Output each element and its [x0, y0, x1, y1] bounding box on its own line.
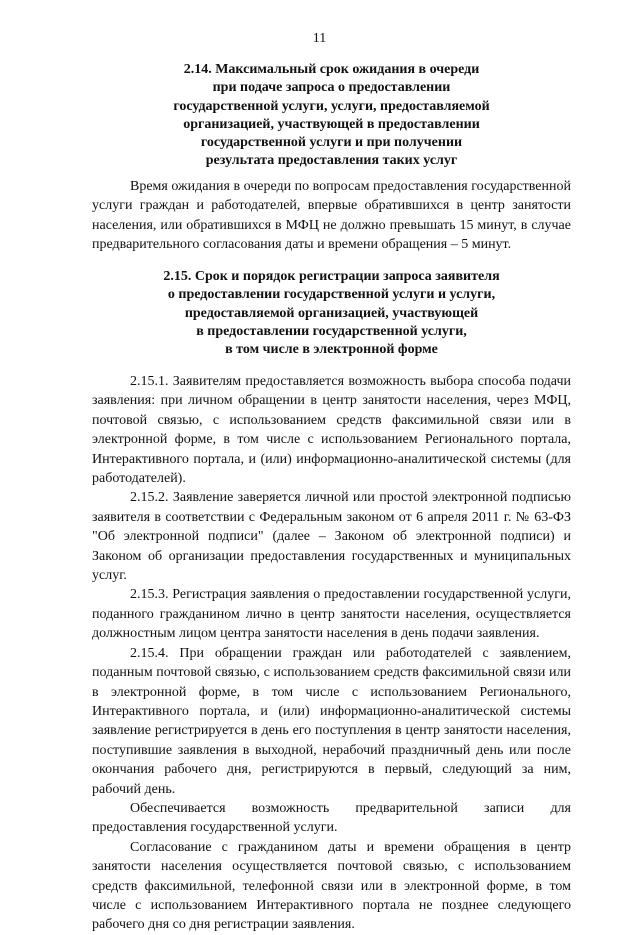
paragraph-pre-registration: Обеспечивается возможность предварительной записи для предоставления государственной услуги. — [92, 800, 571, 836]
heading-line: 2.15. Срок и порядок регистрации запроса заявителя — [163, 269, 500, 284]
heading-line: организацией, участвующей в предоставлении — [183, 116, 480, 132]
paragraph-2-15-1: 2.15.1. Заявителям предоставляется возможность выбора способа подачи заявления: при личном обращении в центр занятости населения, через МФЦ, почтовой связью, с использованием средств факсимильной связи или в электронной форме, в том числе с использованием Регионального портала, Интерактивного портала, и (или) информационно-аналитической системы (для работодателей). — [92, 374, 571, 487]
section-2-15-body — [92, 372, 571, 935]
heading-line: предоставляемой организацией, участвующей — [184, 305, 479, 321]
heading-line: государственной услуги и при получении — [200, 135, 463, 151]
paragraph-agreement: Согласование с гражданином даты и времени обращения в центр занятости населения осуществляется почтовой связью, с использованием средств факсимильной, телефонной связи или в электронной форме, в том числе с использованием Интерактивного портала не позднее следующего рабочего дня со дня регистрации заявления. — [92, 839, 571, 933]
section-2-14-body — [92, 177, 571, 255]
heading-line: в предоставлении государственной услуги, — [196, 323, 467, 339]
paragraph-2-15-4: 2.15.4. При обращении граждан или работодателей с заявлением, поданным почтовой связью, с использованием средств факсимильной связи или в электронной форме, в том числе с использованием Регионального, Интерактивного портала, и (или) информационно-аналитической системы заявление регистрируется в день его поступления в центр занятости населения, поступившие заявления в выходной, нерабочий праздничный день или после окончания рабочего дня, регистрируются в первый, следующий за ним, рабочий день. — [92, 645, 571, 797]
section-2-15-heading — [92, 268, 571, 359]
paragraph-2-15-2: 2.15.2. Заявление заверяется личной или простой электронной подписью заявителя в соответствии с Федеральным законом от 6 апреля 2011 г. № 63-ФЗ "Об электронной подписи" (далее – Законом об электронной подписи) и Законом об организации предоставления государственных и муниципальных услуг. — [92, 490, 571, 584]
paragraph: Время ожидания в очереди по вопросам предоставления государственной услуги граждан и работодателей, впервые обратившихся в центр занятости населения, или обратившихся в МФЦ не должно превышать 15 минут, в случае предварительного согласования даты и времени обращения – 5 минут. — [92, 179, 571, 253]
section-2-14-heading — [92, 61, 571, 171]
heading-line: при подаче запроса о предоставлении — [212, 80, 451, 96]
heading-line: 2.14. Максимальный срок ожидания в очереди — [183, 62, 480, 77]
paragraph-2-15-3: 2.15.3. Регистрация заявления о предоставлении государственной услуги, поданного гражданином лично в центр занятости населения, осуществляется должностным лицом центра занятости населения в день подачи заявления. — [92, 587, 571, 642]
page-number: 11 — [312, 31, 327, 46]
heading-line: результата предоставления таких услуг — [205, 153, 458, 169]
heading-line: в том числе в электронной форме — [225, 342, 438, 358]
heading-line: о предоставлении государственной услуги и услуги, — [167, 287, 496, 303]
heading-line: государственной услуги, услуги, предоставляемой — [173, 98, 490, 114]
